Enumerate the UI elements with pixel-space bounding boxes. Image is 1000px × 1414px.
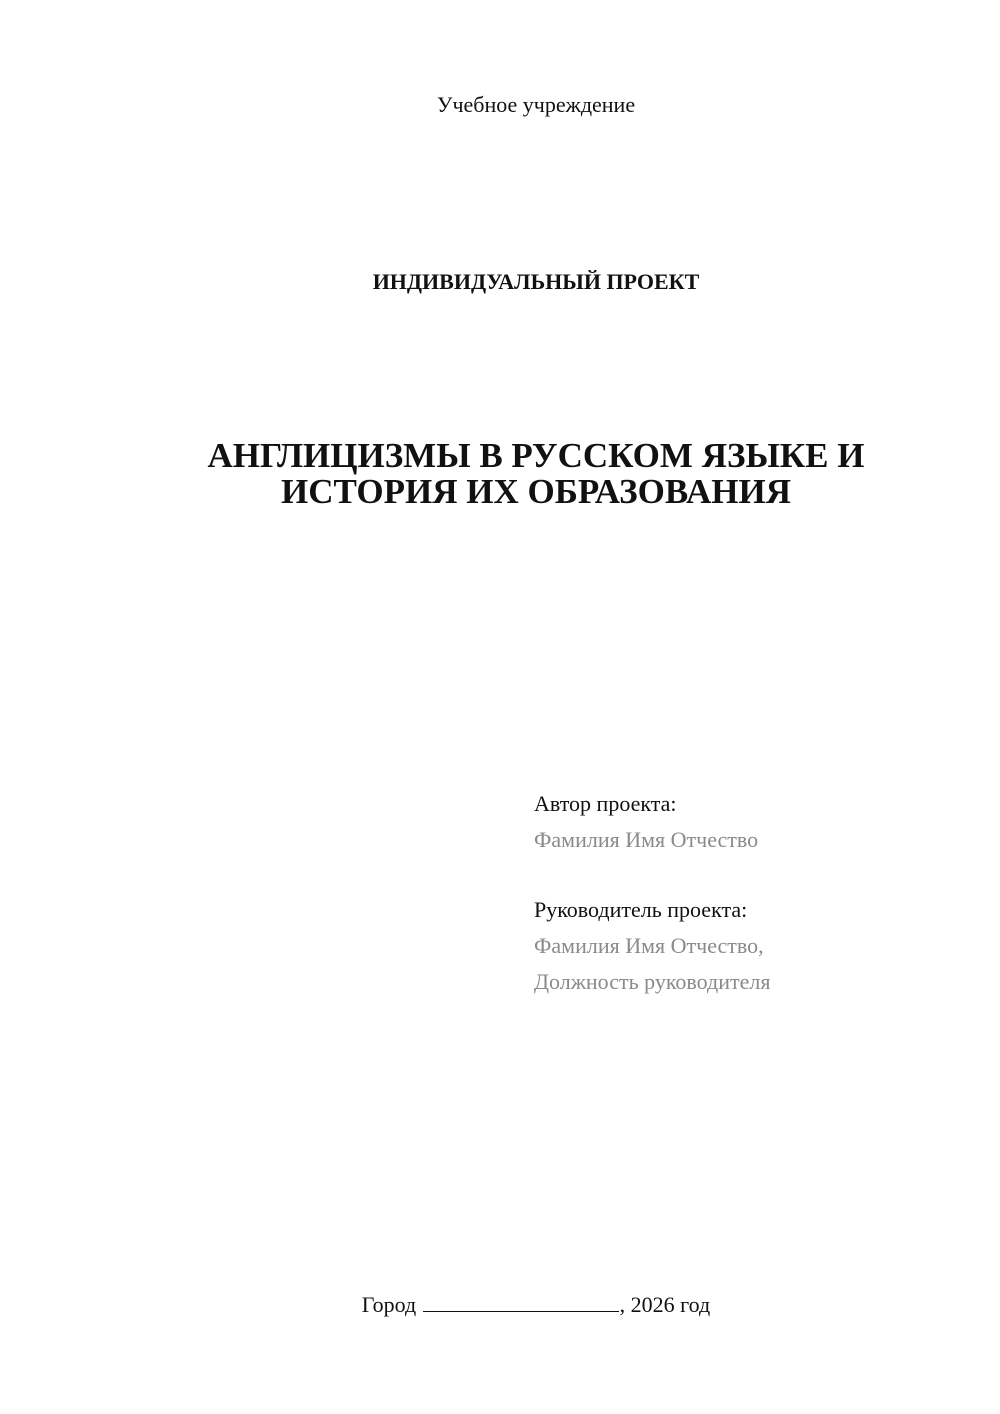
supervisor-name: Фамилия Имя Отчество, <box>534 933 764 958</box>
author-label: Автор проекта: <box>534 791 677 816</box>
footer-city-year <box>0 1290 1000 1320</box>
year-text: , 2026 год <box>619 1292 711 1317</box>
city-label: Город <box>361 1292 417 1317</box>
project-title-line-1: АНГЛИЦИЗМЫ В РУССКОМ ЯЗЫКЕ И <box>207 436 865 475</box>
project-title <box>0 438 1000 510</box>
project-title-line-2: ИСТОРИЯ ИХ ОБРАЗОВАНИЯ <box>281 472 791 511</box>
author-name: Фамилия Имя Отчество <box>534 827 759 852</box>
institution-name: Учебное учреждение <box>436 92 636 117</box>
credits-block <box>534 786 974 1000</box>
supervisor-label: Руководитель проекта: <box>534 897 748 922</box>
city-blank-line <box>423 1291 619 1312</box>
supervisor-position: Должность руководителя <box>534 969 771 994</box>
document-type: ИНДИВИДУАЛЬНЫЙ ПРОЕКТ <box>372 269 700 294</box>
